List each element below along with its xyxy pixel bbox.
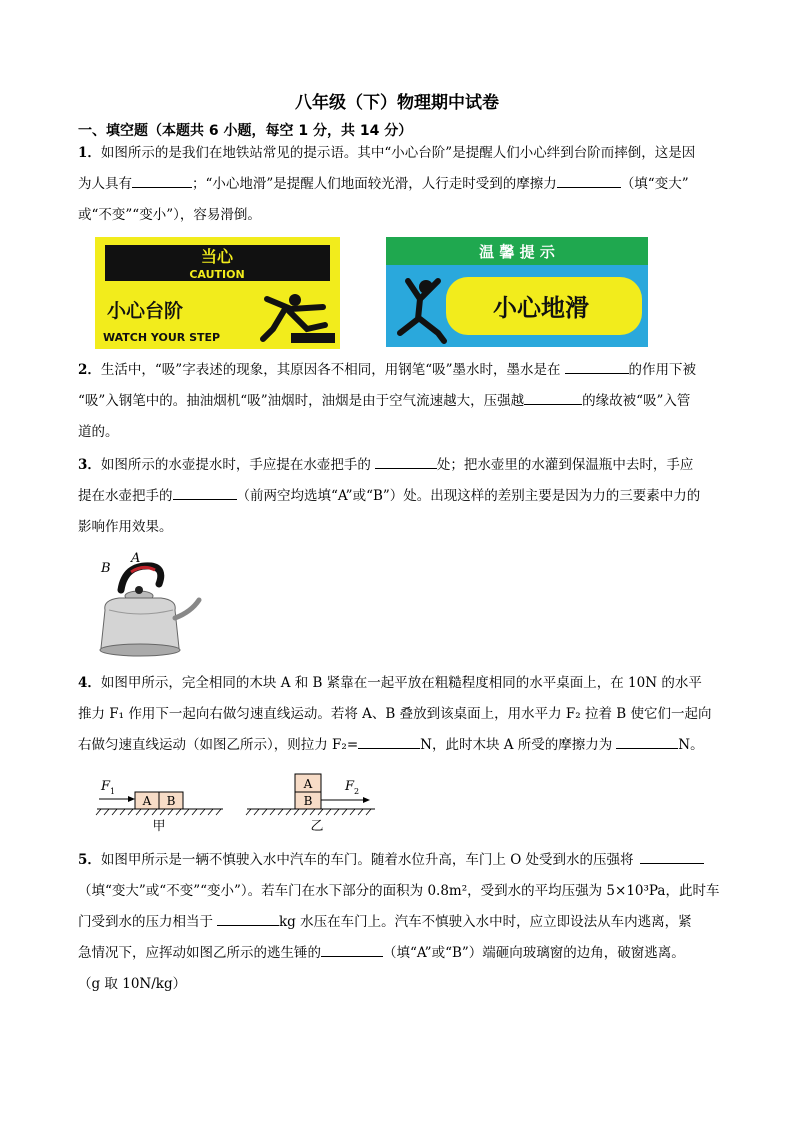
question-5 (78, 845, 758, 1000)
block-a-label: A (142, 794, 152, 808)
question-2 (78, 355, 758, 448)
answer-blank[interactable] (358, 734, 420, 749)
question-text: 如图所示的水壶提水时，手应提在水壶把手的 (100, 457, 371, 473)
question-number: 1． (78, 145, 101, 161)
question-number: 4． (78, 675, 101, 691)
question-number: 2． (78, 362, 101, 378)
block-b-label: B (166, 794, 176, 808)
question-text: kg 水压在车门上。汽车不慎驶入水中时，应立即设法从车内逃离，紧 (279, 914, 692, 930)
page-title: 八年级（下）物理期中试卷 (295, 93, 499, 113)
sign-main-text: 小心地滑 (493, 294, 589, 322)
blocks-figure (95, 772, 385, 834)
figure-jia-label: 甲 (152, 819, 166, 834)
sign-main-text: 小心台阶 (107, 300, 184, 322)
question-text: 门受到水的压力相当于 (78, 914, 213, 930)
force-f1-label: F (101, 779, 111, 794)
question-text: （填“变大”或“不变”“变小”）。若车门在水下部分的面积为 0.8m²，受到水的平均压强为 5×10³Pa，此时车 (78, 883, 720, 899)
slippery-floor-sign (386, 237, 648, 347)
question-text: 为人具有 (78, 176, 132, 192)
question-text: ；“小心地滑”是提醒人们地面较光滑，人行走时受到的摩擦力 (192, 176, 557, 192)
question-text: （g 取 10N/kg） (78, 976, 187, 992)
figure-yi-label: 乙 (310, 819, 324, 834)
sign-caution-text: CAUTION (189, 268, 245, 281)
question-text: （前两空均选填“A”或“B”）处。出现这样的差别主要是因为力的三要素中力的 (236, 488, 701, 504)
caution-step-sign (95, 237, 340, 349)
question-text: N。 (678, 737, 704, 753)
answer-blank[interactable] (640, 849, 704, 864)
question-text: 或“不变”“变小”），容易滑倒。 (78, 207, 261, 223)
answer-blank[interactable] (173, 485, 237, 500)
answer-blank[interactable] (557, 173, 621, 188)
block-b-label: B (303, 794, 313, 808)
question-text: 道的。 (78, 424, 119, 440)
question-1 (78, 138, 758, 231)
force-f1-subscript: 1 (110, 787, 116, 796)
question-text: 生活中，“吸”字表述的现象，其原因各不相同，用钢笔“吸”墨水时，墨水是在 (100, 362, 561, 378)
question-text: 提在水壶把手的 (78, 488, 173, 504)
answer-blank[interactable] (524, 390, 582, 405)
question-text: 推力 F₁ 作用下一起向右做匀速直线运动。若将 A、B 叠放到该桌面上，用水平力 F₂ 拉着 B 使它们一起向 (78, 706, 712, 722)
block-a-label: A (303, 777, 313, 791)
question-text: 处；把水壶里的水灌到保温瓶中去时，手应 (436, 457, 694, 473)
question-text: “吸”入钢笔中的。抽油烟机“吸”油烟时，油烟是由于空气流速越大，压强越 (78, 393, 525, 409)
question-text: 右做匀速直线运动（如图乙所示），则拉力 F₂= (78, 737, 359, 753)
force-f2-subscript: 2 (354, 787, 360, 796)
label-a: A (131, 551, 141, 566)
question-text: 如图甲所示，完全相同的木块 A 和 B 紧靠在一起平放在粗糙程度相同的水平桌面上，在 10N 的水平 (100, 675, 702, 691)
label-b: B (101, 561, 111, 576)
question-text: （填“A”或“B”）端砸向玻璃窗的边角，破窗逃离。 (383, 945, 685, 961)
answer-blank[interactable] (565, 359, 629, 374)
kettle-figure (95, 548, 210, 663)
sign-sub-text: WATCH YOUR STEP (103, 331, 221, 344)
question-number: 5． (78, 852, 101, 868)
sign-top-text: 温 馨 提 示 (479, 243, 555, 261)
answer-blank[interactable] (616, 734, 678, 749)
answer-blank[interactable] (132, 173, 192, 188)
sign-top-text: 当心 (200, 247, 234, 266)
question-3 (78, 450, 758, 543)
answer-blank[interactable] (375, 454, 437, 469)
section-heading: 一、填空题（本题共 6 小题，每空 1 分，共 14 分） (78, 123, 413, 139)
question-text: 如图甲所示是一辆不慎驶入水中汽车的车门。随着水位升高，车门上 O 处受到水的压强将 (100, 852, 634, 868)
question-text: （填“变大” (620, 176, 689, 192)
question-text: 的作用下被 (628, 362, 697, 378)
answer-blank[interactable] (217, 911, 279, 926)
question-text: 的缘故被“吸”入管 (582, 393, 691, 409)
question-text: 如图所示的是我们在地铁站常见的提示语。其中“小心台阶”是提醒人们小心绊到台阶而摔倒，这是因 (100, 145, 696, 161)
force-f2-label: F (345, 779, 355, 794)
question-text: 影响作用效果。 (78, 519, 173, 535)
question-text: N，此时木块 A 所受的摩擦力为 (420, 737, 613, 753)
question-text: 急情况下，应挥动如图乙所示的逃生锤的 (78, 945, 321, 961)
answer-blank[interactable] (321, 942, 383, 957)
question-4 (78, 668, 758, 761)
question-number: 3． (78, 457, 101, 473)
